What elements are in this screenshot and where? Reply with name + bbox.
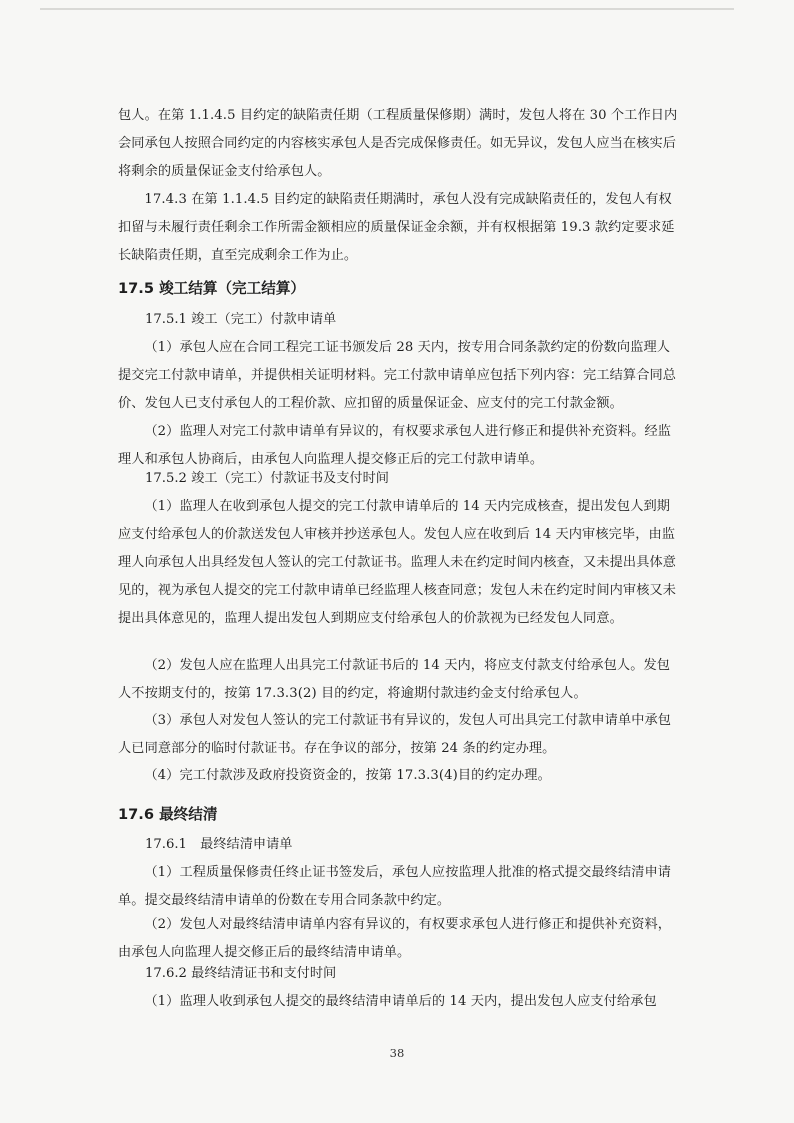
paragraph-text: 17.4.3 在第 1.1.4.5 目约定的缺陷责任期满时，承包人没有完成缺陷责任的，发包人有权扣留与未履行责任剩余工作所需金额相应的质量保证金余额，并有权根据第 19.3 款约定要求延长缺陷责任期，直至完成剩余工作为止。 xyxy=(118,192,675,263)
section-heading-17-6: 17.6 最终结清 xyxy=(118,806,218,823)
paragraph-continuation xyxy=(118,102,678,186)
paragraph-text: （3）承包人对发包人签认的完工付款证书有异议的，发包人可出具完工付款申请单中承包人已同意部分的临时付款证书。存在争议的部分，按第 24 条的约定办理。 xyxy=(118,713,672,756)
subsection-title-17-6-1: 17.6.1 最终结清申请单 xyxy=(145,837,293,852)
paragraph-17-5-2-4 xyxy=(118,762,678,790)
paragraph-17-6-1-2 xyxy=(118,911,678,967)
subsection-title-17-6-2: 17.6.2 最终结清证书和支付时间 xyxy=(145,966,337,981)
paragraph-17-5-1-1 xyxy=(118,334,678,418)
paragraph-text: （2）发包人对最终结清申请单内容有异议的，有权要求承包人进行修正和提供补充资料，由承包人向监理人提交修正后的最终结清申请单。 xyxy=(118,917,672,960)
paragraph-text: （1）监理人在收到承包人提交的完工付款申请单后的 14 天内完成核查，提出发包人到期应支付给承包人的价款送发包人审核并抄送承包人。发包人应在收到后 14 天内审核完毕，由监理人向承包人出具经发包人签认的完工付款证书。监理人未在约定时间内核查，又未提出具体意见的，视为承包人提交的完工付款申请单已经监理人核查同意；发包人未在约定时间内审核又未提出具体意见的，监理人提出发包人到期应支付给承包人的价款视为已经发包人同意。 xyxy=(118,499,677,626)
paragraph-text: （2）监理人对完工付款申请单有异议的，有权要求承包人进行修正和提供补充资料。经监理人和承包人协商后，由承包人向监理人提交修正后的完工付款申请单。 xyxy=(118,424,672,467)
section-heading-17-5: 17.5 竣工结算（完工结算） xyxy=(118,280,306,297)
paragraph-17-5-2-2 xyxy=(118,652,678,708)
paragraph-17-4-3 xyxy=(118,186,678,270)
paragraph-text: （1）承包人应在合同工程完工证书颁发后 28 天内，按专用合同条款约定的份数向监理人提交完工付款申请单，并提供相关证明材料。完工付款申请单应包括下列内容：完工结算合同总价、发包人已支付承包人的工程价款、应扣留的质量保证金、应支付的完工付款金额。 xyxy=(118,340,677,411)
page-number: 38 xyxy=(389,1046,405,1060)
subsection-title-17-5-1: 17.5.1 竣工（完工）付款申请单 xyxy=(145,312,337,327)
paragraph-text: （4）完工付款涉及政府投资资金的，按第 17.3.3(4)目的约定办理。 xyxy=(144,768,551,783)
paragraph-17-6-2-1 xyxy=(118,988,678,1016)
paragraph-17-6-1-1 xyxy=(118,859,678,915)
paragraph-text: （2）发包人应在监理人出具完工付款证书后的 14 天内，将应支付款支付给承包人。发包人不按期支付的，按第 17.3.3(2) 目的约定，将逾期付款违约金支付给承包人。 xyxy=(118,658,671,701)
paragraph-text: （1）工程质量保修责任终止证书签发后，承包人应按监理人批准的格式提交最终结清申请单。提交最终结清申请单的份数在专用合同条款中约定。 xyxy=(118,865,672,908)
paragraph-text: （1）监理人收到承包人提交的最终结清申请单后的 14 天内，提出发包人应支付给承包 xyxy=(144,994,657,1009)
paragraph-text: 包人。在第 1.1.4.5 目约定的缺陷责任期（工程质量保修期）满时，发包人将在 30 个工作日内会同承包人按照合同约定的内容核实承包人是否完成保修责任。如无异议，发包人应当在核实后将剩余的质量保证金支付给承包人。 xyxy=(118,108,678,179)
paragraph-17-5-2-1 xyxy=(118,493,678,633)
subsection-title-17-5-2: 17.5.2 竣工（完工）付款证书及支付时间 xyxy=(145,471,389,486)
paragraph-17-5-2-3 xyxy=(118,707,678,763)
